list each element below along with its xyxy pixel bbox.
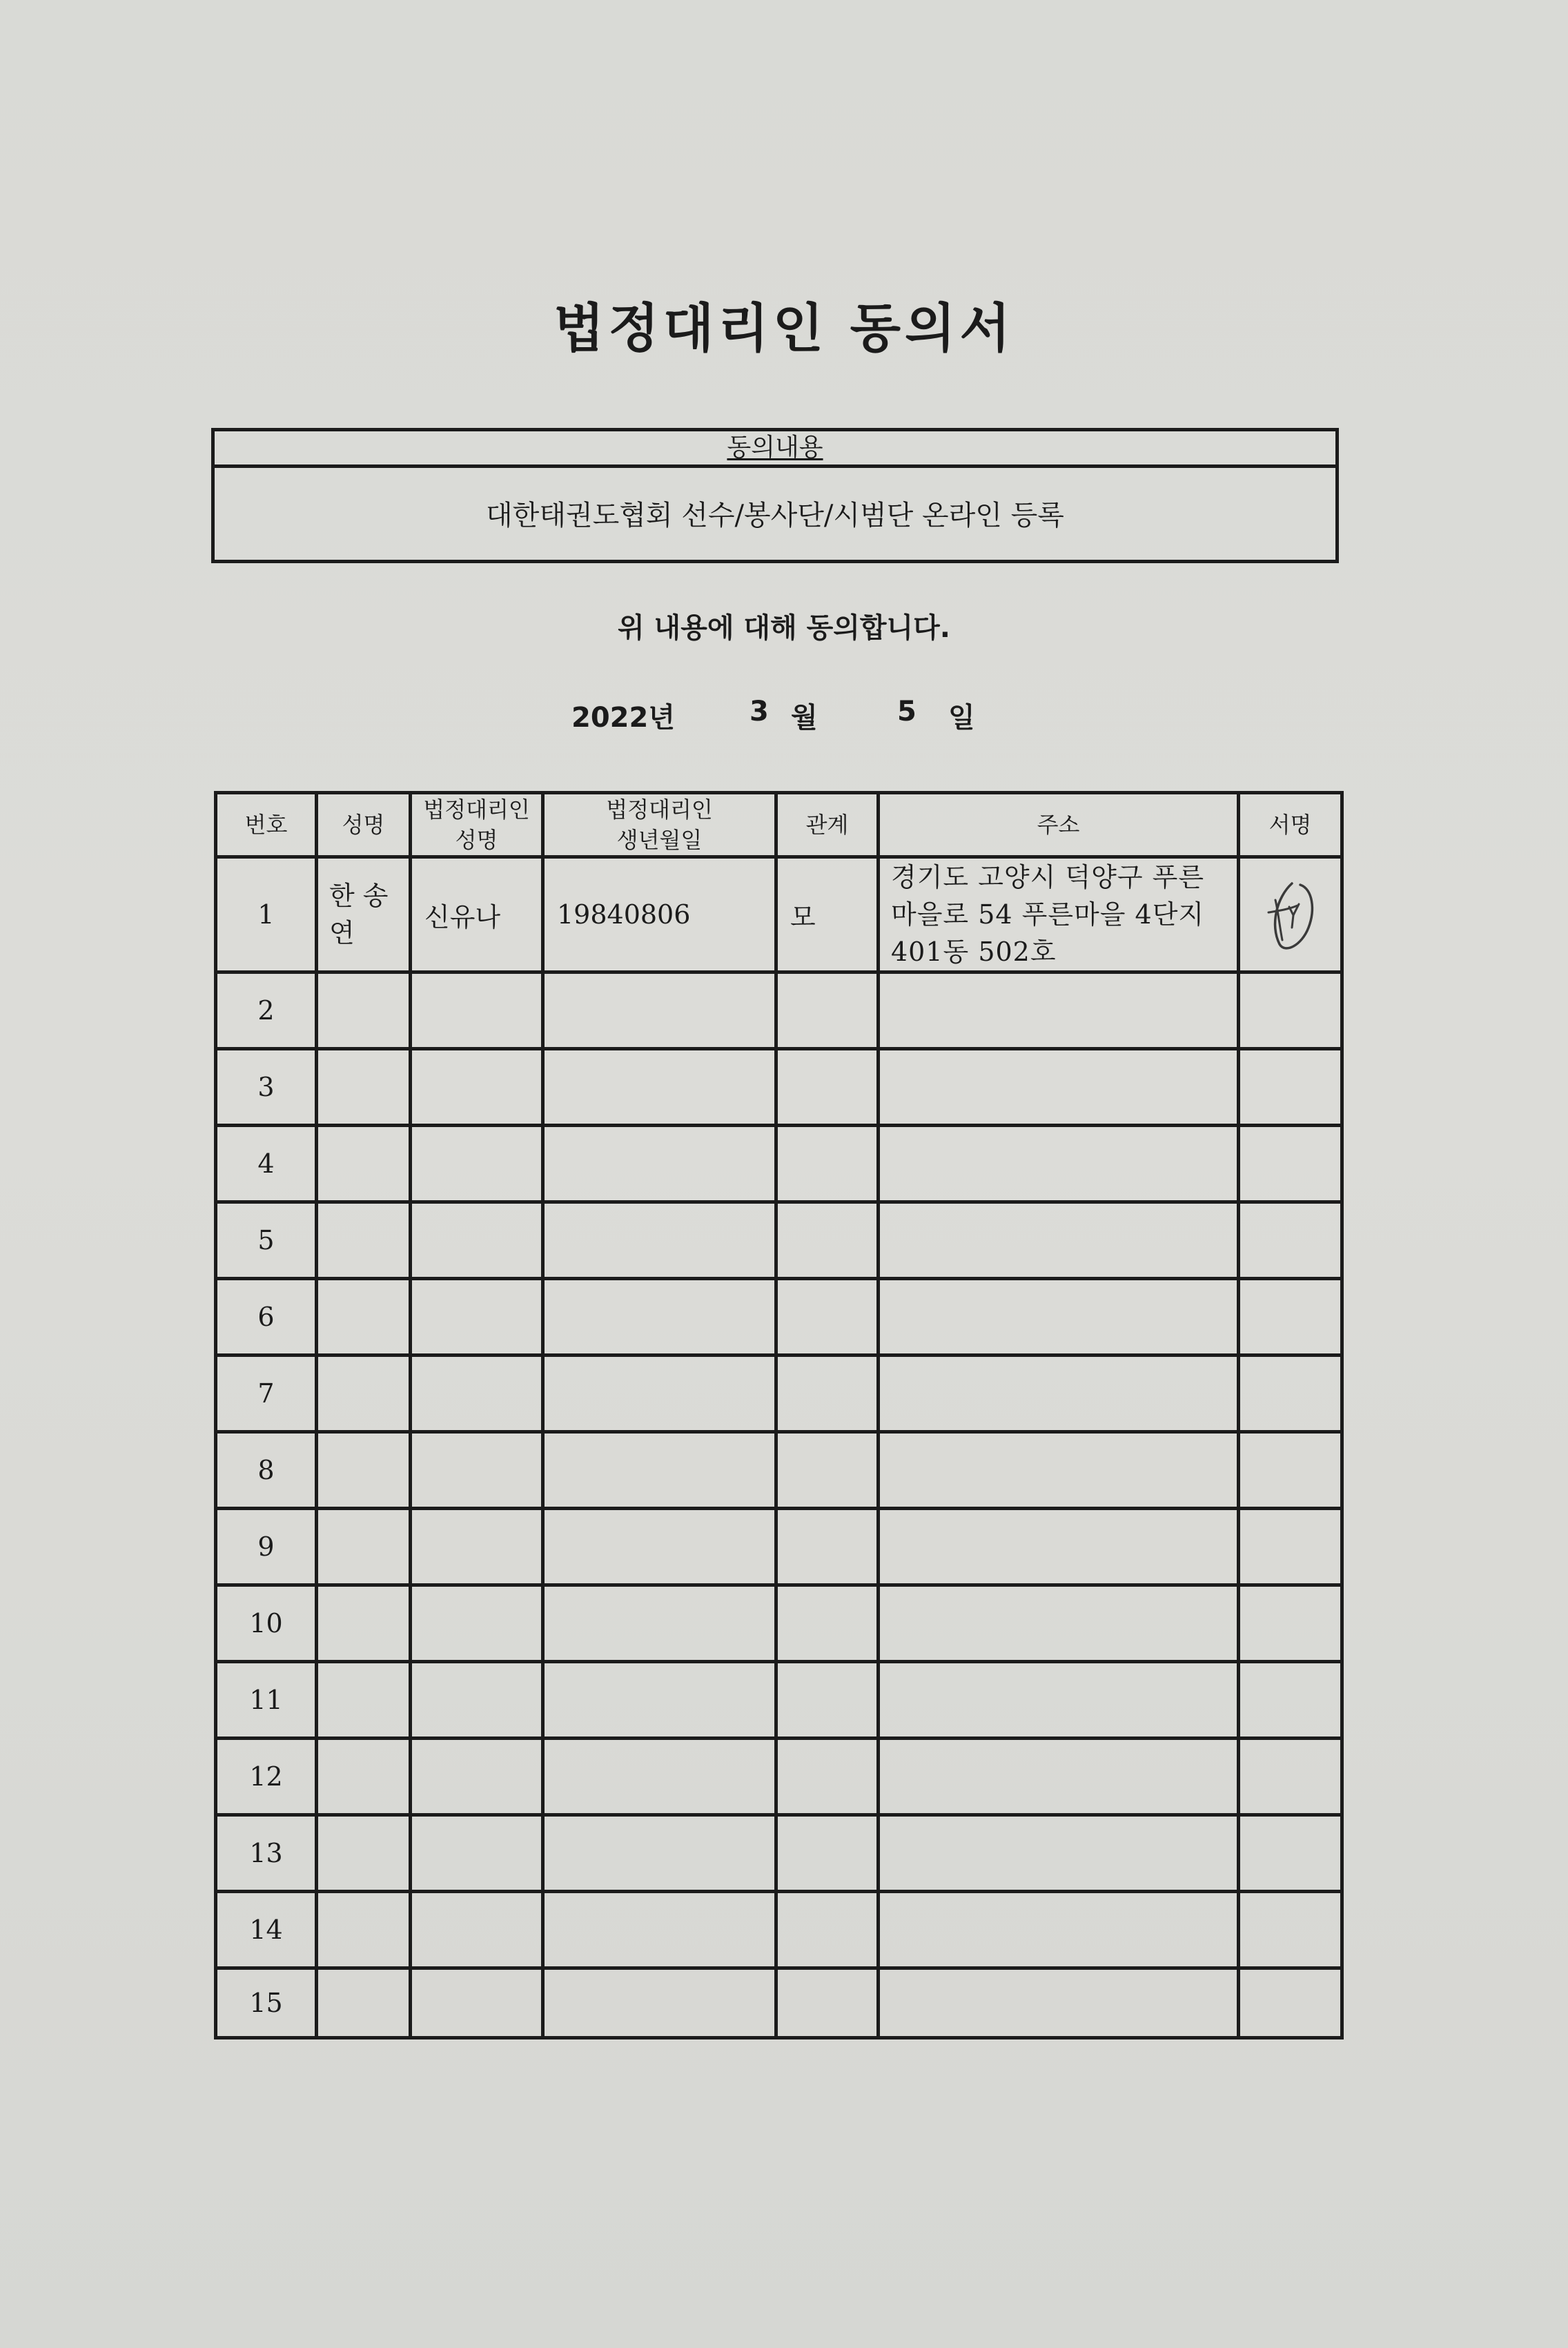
cell-relation (776, 1202, 879, 1279)
table-row (216, 972, 1342, 1049)
cell-address (879, 1202, 1239, 1279)
table-row (216, 1585, 1342, 1662)
cell-name (317, 1815, 411, 1892)
consent-content-text: 대한태권도협회 선수/봉사단/시범단 온라인 등록 (486, 500, 1064, 531)
cell-guardian-name (411, 1968, 543, 2038)
cell-address (879, 1509, 1239, 1585)
cell-guardian-name (411, 972, 543, 1049)
cell-signature (1239, 1815, 1342, 1892)
cell-signature (1239, 1049, 1342, 1126)
cell-guardian-birth (543, 1432, 776, 1509)
consent-content-header-label: 동의내용 (727, 433, 823, 462)
cell-guardian-name (411, 1432, 543, 1509)
table-row (216, 1815, 1342, 1892)
date-month-unit: 월 (791, 702, 818, 734)
cell-guardian-birth (543, 1202, 776, 1279)
cell-relation (776, 1356, 879, 1432)
date-year: 2022년 (571, 702, 675, 734)
cell-name (317, 1356, 411, 1432)
cell-guardian-name (411, 1509, 543, 1585)
cell-guardian-birth (543, 972, 776, 1049)
table-row (216, 1432, 1342, 1509)
document-title: 법정대리인 동의서 (553, 297, 1015, 359)
header-relation: 관계 (776, 793, 879, 857)
cell-guardian-birth (543, 1049, 776, 1126)
cell-guardian-name (411, 1585, 543, 1662)
cell-no: 12 (216, 1739, 317, 1815)
cell-signature (1239, 1356, 1342, 1432)
date-day: 5 (897, 696, 917, 727)
table-row (216, 1279, 1342, 1356)
cell-guardian-birth (543, 1892, 776, 1968)
cell-no: 14 (216, 1892, 317, 1968)
cell-relation (776, 1662, 879, 1739)
consent-content-header (215, 431, 1335, 468)
table-row (216, 1662, 1342, 1739)
cell-guardian-name (411, 1892, 543, 1968)
cell-guardian-birth (543, 1815, 776, 1892)
header-address: 주소 (879, 793, 1239, 857)
cell-no: 6 (216, 1279, 317, 1356)
header-guardian-birth: 법정대리인 생년월일 (543, 793, 776, 857)
cell-guardian-birth (543, 1126, 776, 1202)
cell-name (317, 1585, 411, 1662)
cell-guardian-birth (543, 1279, 776, 1356)
date-line (0, 696, 1568, 734)
cell-guardian-birth (543, 1509, 776, 1585)
cell-address (879, 1892, 1239, 1968)
cell-address (879, 1279, 1239, 1356)
cell-no: 8 (216, 1432, 317, 1509)
table-row (216, 1126, 1342, 1202)
cell-address (879, 1049, 1239, 1126)
cell-guardian-name (411, 1662, 543, 1739)
cell-name (317, 1126, 411, 1202)
cell-guardian-name (411, 1815, 543, 1892)
cell-relation (776, 1968, 879, 2038)
cell-relation (776, 1432, 879, 1509)
cell-name (317, 1739, 411, 1815)
cell-no: 13 (216, 1815, 317, 1892)
cell-relation (776, 1279, 879, 1356)
table-row (216, 1202, 1342, 1279)
cell-guardian-birth (543, 1739, 776, 1815)
cell-relation (776, 1815, 879, 1892)
cell-name (317, 1968, 411, 2038)
cell-relation (776, 1585, 879, 1662)
cell-signature (1239, 1126, 1342, 1202)
date-day-unit: 일 (948, 702, 975, 734)
cell-no: 5 (216, 1202, 317, 1279)
cell-signature (1239, 1892, 1342, 1968)
cell-guardian-birth (543, 1585, 776, 1662)
header-no: 번호 (216, 793, 317, 857)
cell-name (317, 1279, 411, 1356)
cell-name-text: 한 송 연 (329, 881, 389, 948)
table-row (216, 857, 1342, 972)
cell-address (879, 1432, 1239, 1509)
cell-no: 4 (216, 1126, 317, 1202)
cell-name (317, 1892, 411, 1968)
cell-guardian-name: 신유나 (411, 857, 543, 972)
cell-relation (776, 1892, 879, 1968)
cell-guardian-name (411, 1202, 543, 1279)
cell-relation (776, 1126, 879, 1202)
cell-no: 3 (216, 1049, 317, 1126)
cell-guardian-birth (543, 1356, 776, 1432)
cell-signature (1239, 972, 1342, 1049)
cell-name (317, 1049, 411, 1126)
cell-address: 경기도 고양시 덕양구 푸른마을로 54 푸른마을 4단지 401동 502호 (879, 857, 1239, 972)
cell-no: 1 (216, 857, 317, 972)
cell-name (317, 1509, 411, 1585)
cell-signature (1239, 1662, 1342, 1739)
header-signature: 서명 (1239, 793, 1342, 857)
cell-name (317, 857, 411, 972)
agreement-statement: 위 내용에 대해 동의합니다. (617, 612, 950, 644)
cell-guardian-birth (543, 1968, 776, 2038)
cell-guardian-name (411, 1049, 543, 1126)
handwritten-signature (1249, 870, 1332, 959)
cell-signature (1239, 1509, 1342, 1585)
cell-signature (1239, 1202, 1342, 1279)
cell-name (317, 1662, 411, 1739)
cell-address (879, 1356, 1239, 1432)
header-name: 성명 (317, 793, 411, 857)
cell-guardian-name (411, 1126, 543, 1202)
cell-name (317, 972, 411, 1049)
cell-guardian-birth: 19840806 (543, 857, 776, 972)
cell-signature (1239, 857, 1342, 972)
guardian-registration-table (214, 791, 1344, 2039)
header-guardian-name: 법정대리인 성명 (411, 793, 543, 857)
cell-signature (1239, 1432, 1342, 1509)
cell-address (879, 1662, 1239, 1739)
cell-relation (776, 1739, 879, 1815)
cell-no: 15 (216, 1968, 317, 2038)
cell-relation (776, 1509, 879, 1585)
cell-address (879, 1126, 1239, 1202)
cell-name (317, 1202, 411, 1279)
cell-no: 11 (216, 1662, 317, 1739)
cell-guardian-birth (543, 1662, 776, 1739)
table-row (216, 1356, 1342, 1432)
cell-guardian-name (411, 1279, 543, 1356)
cell-relation (776, 1049, 879, 1126)
consent-content-box (211, 428, 1339, 563)
cell-signature (1239, 1279, 1342, 1356)
cell-address (879, 1815, 1239, 1892)
cell-guardian-name (411, 1739, 543, 1815)
table-row (216, 1739, 1342, 1815)
cell-no: 2 (216, 972, 317, 1049)
table-row (216, 1892, 1342, 1968)
cell-no: 7 (216, 1356, 317, 1432)
cell-signature (1239, 1585, 1342, 1662)
date-month: 3 (749, 696, 769, 727)
cell-address (879, 972, 1239, 1049)
cell-address (879, 1585, 1239, 1662)
cell-guardian-name (411, 1356, 543, 1432)
cell-address (879, 1739, 1239, 1815)
table-row (216, 1049, 1342, 1126)
table-row (216, 1968, 1342, 2038)
cell-signature (1239, 1739, 1342, 1815)
table-row (216, 1509, 1342, 1585)
table-header-row (216, 793, 1342, 857)
cell-relation: 모 (776, 857, 879, 972)
cell-signature (1239, 1968, 1342, 2038)
cell-name (317, 1432, 411, 1509)
cell-address (879, 1968, 1239, 2038)
cell-no: 10 (216, 1585, 317, 1662)
cell-no: 9 (216, 1509, 317, 1585)
cell-relation (776, 972, 879, 1049)
